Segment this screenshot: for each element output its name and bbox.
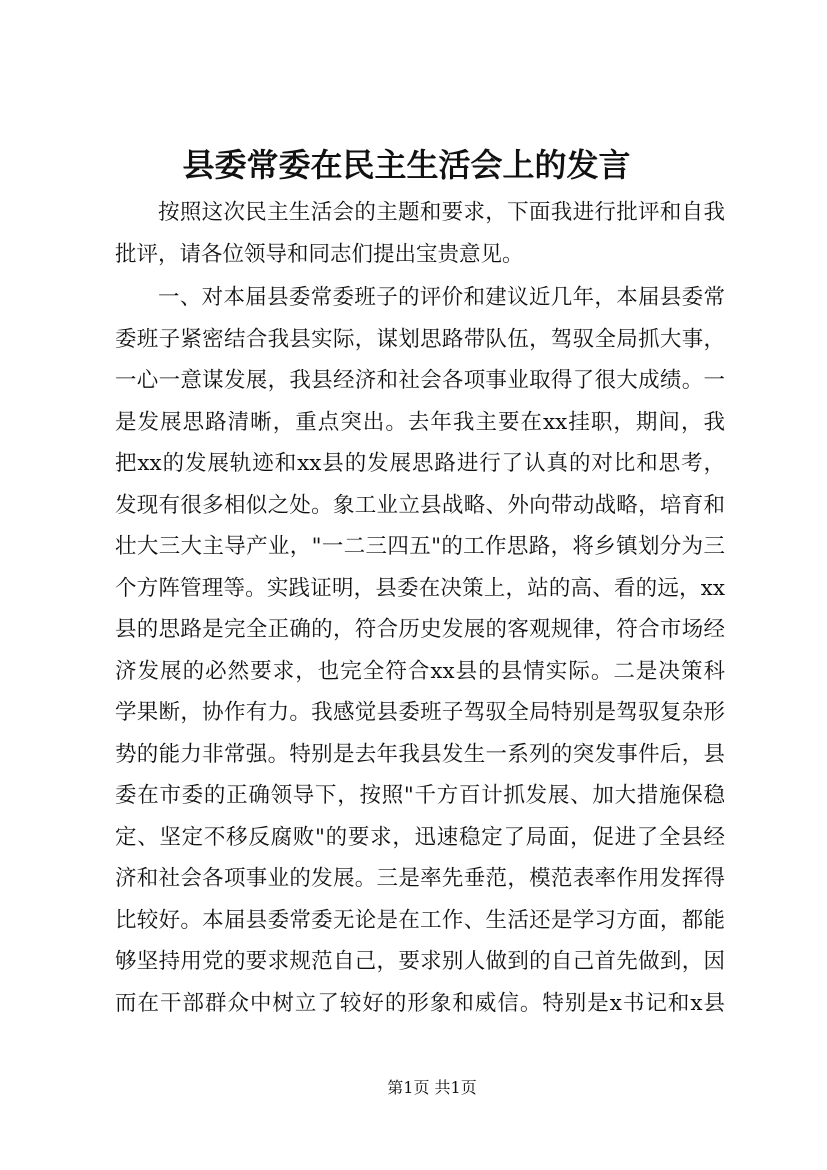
text-line: 是发展思路清晰，重点突出。去年我主要在xx挂职，期间，我 <box>115 409 725 435</box>
text-line: 比较好。本届县委常委无论是在工作、生活还是学习方面，都能 <box>115 907 725 933</box>
text-line: 一心一意谋发展，我县经济和社会各项事业取得了很大成绩。一 <box>115 368 725 393</box>
text-line: 委在市委的正确领导下，按照"千方百计抓发展、加大措施保稳 <box>115 783 725 808</box>
text-line: 够坚持用党的要求规范自己，要求别人做到的自己首先做到，因 <box>115 949 725 974</box>
text-line: 而在干部群众中树立了较好的形象和威信。特别是x书记和x县 <box>115 990 725 1016</box>
body-paragraph <box>115 277 725 1024</box>
text-line: 一、对本届县委常委班子的评价和建议近几年，本届县委常 <box>158 285 725 310</box>
text-line: 把xx的发展轨迹和xx县的发展思路进行了认真的对比和思考， <box>115 451 725 476</box>
text-line: 按照这次民主生活会的主题和要求，下面我进行批评和自我 <box>158 200 725 225</box>
document-body <box>115 192 725 1024</box>
body-paragraph <box>115 192 725 275</box>
text-line: 定、坚定不移反腐败"的要求，迅速稳定了局面，促进了全县经 <box>115 824 725 850</box>
text-line: 济发展的必然要求，也完全符合xx县的县情实际。二是决策科 <box>115 658 725 684</box>
text-line: 壮大三大主导产业，"一二三四五"的工作思路，将乡镇划分为三 <box>115 534 725 559</box>
text-line: 个方阵管理等。实践证明，县委在决策上，站的高、看的远，xx <box>115 575 725 601</box>
document-title: 县委常委在民主生活会上的发言 <box>182 146 631 184</box>
text-line: 学果断，协作有力。我感觉县委班子驾驭全局特别是驾驭复杂形 <box>115 700 725 725</box>
text-line: 批评，请各位领导和同志们提出宝贵意见。 <box>115 241 524 267</box>
page-number-label: 第1页 共1页 <box>387 1078 477 1097</box>
text-line: 发现有很多相似之处。象工业立县战略、外向带动战略，培育和 <box>115 492 725 518</box>
text-line: 济和社会各项事业的发展。三是率先垂范，模范表率作用发挥得 <box>115 866 725 891</box>
page-footer <box>350 1078 514 1098</box>
text-line: 势的能力非常强。特别是去年我县发生一系列的突发事件后，县 <box>115 741 725 767</box>
text-line: 县的思路是完全正确的，符合历史发展的客观规律，符合市场经 <box>115 617 725 642</box>
text-line: 委班子紧密结合我县实际，谋划思路带队伍，驾驭全局抓大事， <box>115 326 725 352</box>
